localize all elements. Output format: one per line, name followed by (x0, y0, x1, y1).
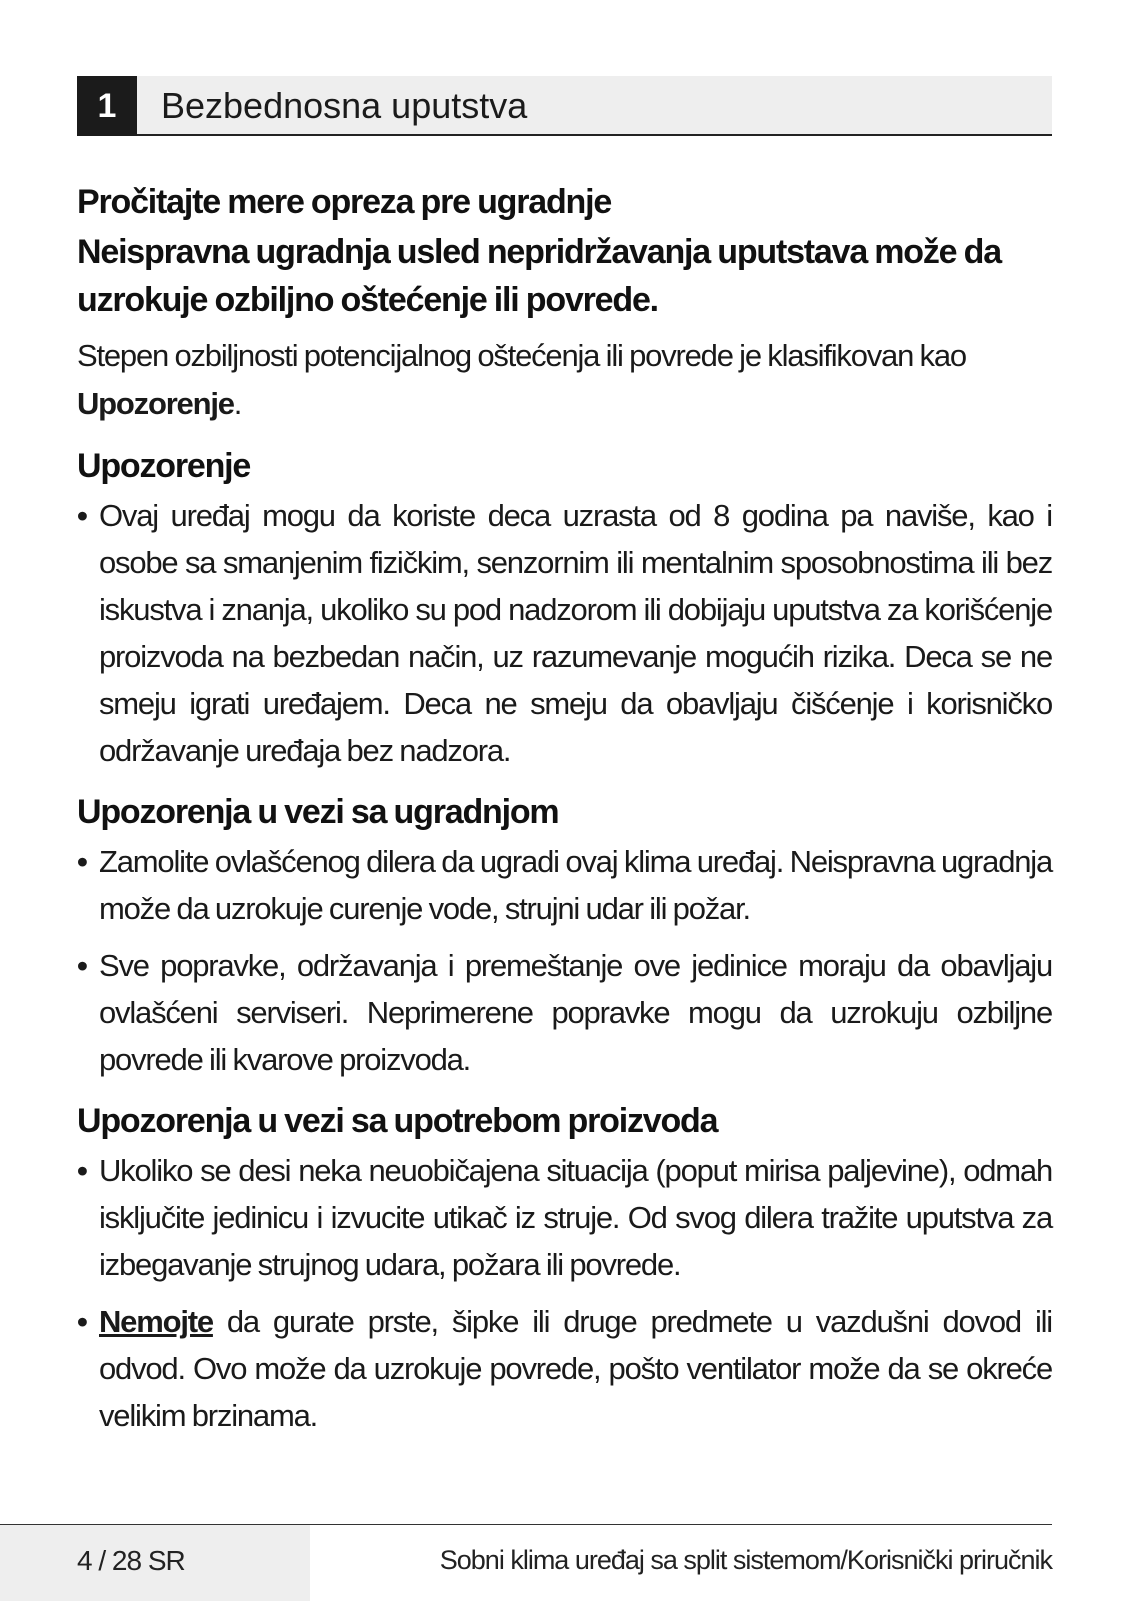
intro-paragraph (77, 332, 1052, 428)
page-number: 4 / 28 SR (77, 1545, 185, 1576)
document-title: Sobni klima uređaj sa split sistemom/Korisnički priručnik (439, 1545, 1052, 1575)
list-item (77, 1147, 1052, 1288)
section-number: 1 (77, 76, 137, 136)
bullet-icon: • (77, 1304, 87, 1339)
bullet-icon: • (77, 498, 87, 533)
list-item (77, 942, 1052, 1083)
bullet-icon: • (77, 1153, 87, 1188)
list-item (77, 492, 1052, 774)
bullet-icon: • (77, 844, 87, 879)
page-content (77, 178, 1052, 1439)
list-item-text: Ukoliko se desi neka neuobičajena situacija (poput mirisa paljevine), odmah isključite jedinicu i izvucite utikač iz struje. Od svog dilera tražite uputstva za izbegavanje strujnog udara, požara ili povrede. (99, 1153, 1052, 1282)
section-heading-usage: Upozorenja u vezi sa upotrebom proizvoda (77, 1102, 718, 1140)
section-title: Bezbednosna uputstva (161, 85, 528, 126)
section-heading-installation: Upozorenja u vezi sa ugradnjom (77, 793, 559, 831)
list-item-text: da gurate prste, šipke ili druge predmete u vazdušni dovod ili odvod. Ovo može da uzrokuje povrede, pošto ventilator može da se okreće velikim brzinama. (99, 1304, 1052, 1433)
section-heading-warning: Upozorenje (77, 447, 251, 485)
intro-heading-1: Pročitajte mere opreza pre ugradnje (77, 183, 612, 221)
list-item-text: Zamolite ovlašćenog dilera da ugradi ovaj klima uređaj. Neispravna ugradnja može da uzrokuje curenje vode, strujni udar ili požar. (99, 844, 1052, 926)
emphasis-do-not: Nemojte (99, 1304, 213, 1339)
intro-heading-2: Neispravna ugradnja usled nepridržavanja uputstava može da uzrokuje ozbiljno oštećenje ili povrede. (77, 233, 1001, 319)
footer-divider (0, 1524, 1052, 1525)
list-item-text: Sve popravke, održavanja i premeštanje ove jedinice moraju da obavljaju ovlašćeni serviseri. Neprimerene popravke mogu da uzrokuju ozbiljne povrede ili kvarove proizvoda. (99, 948, 1052, 1077)
list-item (77, 1298, 1052, 1439)
list-item-text: Ovaj uređaj mogu da koriste deca uzrasta od 8 godina pa naviše, kao i osobe sa smanjenim fizičkim, senzornim ili mentalnim sposobnostima ili bez iskustva i znanja, ukoliko su pod nadzorom ili dobijaju uputstva za korišćenje proizvoda na bezbedan način, uz razumevanje mogućih rizika. Deca se ne smeju igrati uređajem. Deca ne smeju da obavljaju čišćenje i korisničko održavanje uređaja bez nadzora. (99, 498, 1052, 768)
list-item (77, 838, 1052, 932)
section-header (77, 76, 1052, 136)
intro-paragraph-text: Stepen ozbiljnosti potencijalnog oštećenja ili povrede je klasifikovan kao (77, 338, 966, 373)
bullet-icon: • (77, 948, 87, 983)
intro-paragraph-bold: Upozorenje (77, 386, 234, 421)
intro-paragraph-end: . (233, 386, 242, 421)
